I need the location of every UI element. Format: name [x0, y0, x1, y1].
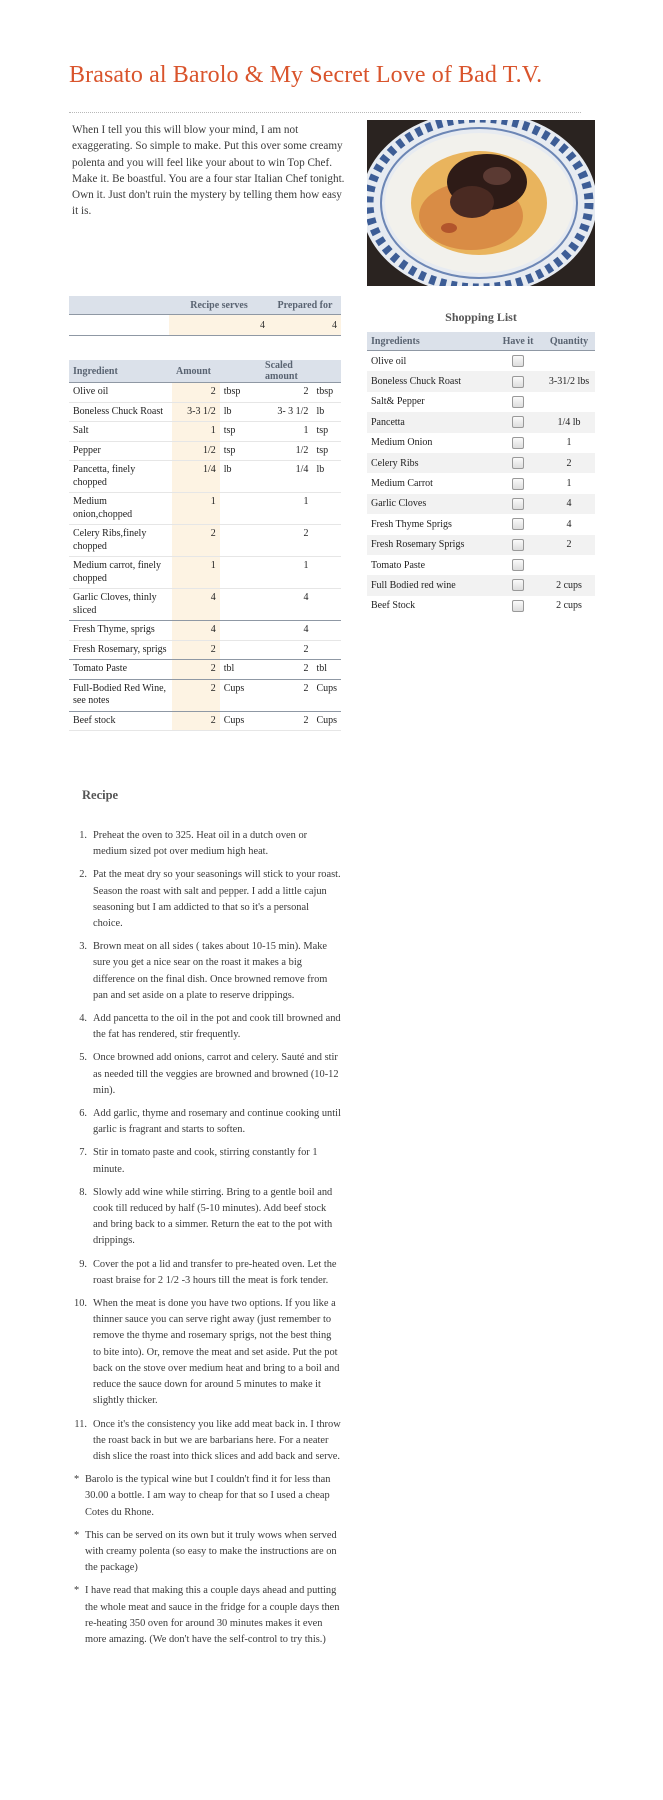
ingredient-scaled-unit: lb	[312, 402, 341, 422]
ingredient-name: Full-Bodied Red Wine, see notes	[69, 679, 172, 711]
ingredient-amount: 1/4	[172, 461, 220, 493]
shopping-row	[367, 575, 595, 595]
ingredient-scaled-unit: tsp	[312, 441, 341, 461]
have-it-checkbox[interactable]	[512, 498, 524, 510]
ingredient-amount: 2	[172, 711, 220, 731]
ingredient-name: Garlic Cloves, thinly sliced	[69, 589, 172, 621]
ingredient-unit: lb	[220, 402, 261, 422]
ingredient-row	[69, 402, 341, 422]
note-marker: *	[74, 1474, 80, 1486]
ingredients-table	[69, 360, 341, 731]
ingredient-name: Salt	[69, 422, 172, 442]
ingredient-amount: 2	[172, 525, 220, 557]
have-it-checkbox[interactable]	[512, 416, 524, 428]
step-number: 2.	[79, 869, 87, 881]
shopping-item-quantity: 2 cups	[543, 575, 595, 595]
ingredient-unit	[220, 589, 261, 621]
shopping-item-name: Salt& Pepper	[371, 396, 425, 408]
ingredient-name: Tomato Paste	[69, 660, 172, 680]
ingredient-scaled-amount: 4	[261, 589, 312, 621]
have-it-checkbox[interactable]	[512, 376, 524, 388]
ingredient-name: Beef stock	[69, 711, 172, 731]
shopping-item-name: Olive oil	[371, 355, 407, 367]
shopping-row	[367, 596, 595, 616]
have-it-checkbox[interactable]	[512, 396, 524, 408]
shopping-item-name: Full Bodied red wine	[367, 575, 493, 595]
dotted-divider	[69, 112, 581, 113]
ingredient-amount: 4	[172, 589, 220, 621]
shopping-row	[367, 555, 595, 575]
ingredient-name: Pepper	[69, 441, 172, 461]
ingredient-header: Ingredient	[69, 360, 172, 383]
recipe-note	[69, 1528, 341, 1577]
ingredient-scaled-unit	[312, 640, 341, 660]
shopping-item-quantity: 4	[543, 494, 595, 514]
ingredient-scaled-amount: 2	[261, 640, 312, 660]
ingredient-scaled-unit: tbl	[312, 660, 341, 680]
ingredient-unit	[220, 525, 261, 557]
ingredient-amount: 1	[172, 557, 220, 589]
step-text: Cover the pot a lid and transfer to pre-heated oven. Let the roast braise for 2 1/2 -3 hours till the meat is fork tender.	[93, 1258, 337, 1286]
prepared-for-input[interactable]: 4	[269, 315, 341, 336]
ingredient-scaled-amount: 1	[261, 422, 312, 442]
note-marker: *	[74, 1585, 80, 1597]
note-text: Barolo is the typical wine but I couldn't find it for less than 30.00 a bottle. I am way to cheap for that so I used a cheap Cotes du Rhone.	[85, 1474, 331, 1518]
amount-header: Amount	[172, 360, 220, 383]
ingredient-unit	[220, 493, 261, 525]
ingredient-amount: 1/2	[172, 441, 220, 461]
recipe-step	[69, 867, 341, 932]
have-it-checkbox[interactable]	[512, 539, 524, 551]
ingredient-name: Olive oil	[69, 383, 172, 403]
step-text: Slowly add wine while stirring. Bring to a gentle boil and cook till reduced by half (5-10 minutes). Add beef stock and bring back to a simmer. Return the eat to the pot with drippings.	[93, 1186, 333, 1247]
ingredient-row	[69, 640, 341, 660]
step-text: Brown meat on all sides ( takes about 10-15 min). Make sure you get a nice sear on the roast it makes a big difference on the final dish. Once browned remove from pan and set aside on a plate to reserve drippings.	[93, 941, 328, 1001]
ingredient-unit: Cups	[220, 679, 261, 711]
ingredient-scaled-amount: 2	[261, 525, 312, 557]
ingredient-row	[69, 660, 341, 680]
recipe-steps	[69, 828, 341, 1655]
step-text: Preheat the oven to 325. Heat oil in a dutch oven or medium sized pot over medium high heat.	[93, 830, 308, 858]
ingredient-scaled-unit: tbsp	[312, 383, 341, 403]
step-text: Add pancetta to the oil in the pot and cook till browned and the fat has rendered, stir frequently.	[93, 1013, 341, 1041]
shopping-item-quantity: 2 cups	[556, 600, 582, 612]
shopping-item-quantity: 3-31/2 lbs	[543, 371, 595, 391]
step-text: Once it's the consistency you like add meat back in. I throw the roast back in but we are barbarians here. For a neater dish slice the roast into thick slices and add back and serve.	[93, 1418, 341, 1462]
step-number: 6.	[79, 1108, 87, 1120]
shopping-item-name: Fresh Thyme Sprigs	[371, 518, 452, 530]
ingredient-unit	[220, 621, 261, 641]
note-text: I have read that making this a couple days ahead and putting the whole meat and sauce in the fridge for a couple days then re-heating 350 oven for around 30 minutes makes it even more amazing. (We don't have the self-control to try this.)	[85, 1585, 340, 1645]
ingredient-scaled-amount: 1/2	[261, 441, 312, 461]
step-number: 5.	[79, 1052, 87, 1064]
ingredient-name: Medium carrot, finely chopped	[69, 557, 172, 589]
ingredient-scaled-amount: 2	[261, 711, 312, 731]
ingredient-scaled-unit: Cups	[312, 711, 341, 731]
recipe-step	[69, 939, 341, 1004]
note-marker: *	[74, 1529, 80, 1541]
shopping-item-name: Boneless Chuck Roast	[367, 371, 493, 391]
shopping-item-quantity: 2	[543, 453, 595, 473]
ingredient-amount: 2	[172, 660, 220, 680]
step-number: 1.	[79, 830, 87, 841]
serves-table	[69, 296, 341, 336]
recipe-step	[69, 1011, 341, 1043]
shopping-item-quantity: 2	[543, 535, 595, 555]
ingredient-unit: Cups	[220, 711, 261, 731]
shopping-item-quantity: 4	[566, 518, 572, 530]
step-number: 7.	[79, 1147, 87, 1159]
shopping-list-table	[367, 332, 595, 616]
have-it-checkbox[interactable]	[512, 478, 524, 490]
ingredient-name: Medium onion,chopped	[69, 493, 172, 525]
recipe-step	[69, 1417, 341, 1466]
ingredient-row	[69, 525, 341, 557]
ingredient-scaled-unit	[312, 589, 341, 621]
ingredient-row	[69, 589, 341, 621]
shop-ingredients-header: Ingredients	[367, 332, 493, 351]
shopping-item-name: Fresh Rosemary Sprigs	[367, 535, 493, 555]
ingredient-scaled-amount: 4	[261, 621, 312, 641]
recipe-note	[69, 1583, 341, 1648]
shopping-item-name: Garlic Cloves	[367, 494, 493, 514]
have-it-checkbox[interactable]	[512, 437, 524, 449]
step-number: 8.	[79, 1186, 87, 1198]
ingredient-unit: tsp	[220, 441, 261, 461]
shopping-row	[367, 535, 595, 555]
ingredient-scaled-amount: 3- 3 1/2	[261, 402, 312, 422]
ingredient-scaled-unit	[312, 493, 341, 525]
step-number: 9.	[79, 1258, 87, 1270]
dish-photo	[367, 120, 595, 286]
shopping-row	[367, 392, 595, 412]
shopping-row	[367, 351, 595, 372]
shopping-row	[367, 514, 595, 534]
step-number: 11.	[74, 1418, 87, 1430]
prepared-for-header: Prepared for	[269, 296, 341, 315]
have-it-header: Have it	[493, 332, 543, 351]
ingredient-scaled-unit: lb	[312, 461, 341, 493]
ingredient-name: Pancetta, finely chopped	[69, 461, 172, 493]
recipe-step	[69, 1296, 341, 1409]
ingredient-scaled-unit	[312, 621, 341, 641]
ingredient-name: Fresh Rosemary, sprigs	[69, 640, 172, 660]
shopping-list-title: Shopping List	[445, 310, 517, 324]
ingredient-row	[69, 461, 341, 493]
shopping-item-name: Medium Carrot	[371, 478, 433, 490]
have-it-checkbox[interactable]	[512, 355, 524, 367]
ingredient-scaled-unit	[312, 525, 341, 557]
ingredient-scaled-unit: tsp	[312, 422, 341, 442]
ingredient-unit	[220, 640, 261, 660]
ingredient-unit	[220, 557, 261, 589]
shopping-item-name: Medium Onion	[371, 437, 433, 449]
step-text: Pat the meat dry so your seasonings will stick to your roast. Season the roast with salt and pepper. I add a little cajun seasoning but I am addicted to that so it's a personal choice.	[93, 869, 341, 930]
note-text: This can be served on its own but it truly wows when served with creamy polenta (so easy to make the instructions are on the package)	[85, 1529, 337, 1574]
step-number: 3.	[79, 941, 87, 953]
ingredient-amount: 4	[172, 621, 220, 641]
recipe-heading: Recipe	[82, 788, 119, 802]
ingredient-scaled-amount: 2	[261, 660, 312, 680]
scaled-amount-header: Scaled amount	[261, 360, 312, 383]
ingredient-scaled-unit	[312, 557, 341, 589]
have-it-checkbox[interactable]	[512, 600, 524, 612]
page-title: Brasato al Barolo & My Secret Love of Bad T.V.	[69, 62, 543, 88]
ingredient-row	[69, 441, 341, 461]
recipe-step	[69, 1185, 341, 1250]
shopping-row	[367, 433, 595, 453]
step-text: Add garlic, thyme and rosemary and continue cooking until garlic is fragrant and starts to soften.	[93, 1108, 341, 1136]
ingredient-row	[69, 557, 341, 589]
ingredient-unit: tbsp	[220, 383, 261, 403]
shopping-row	[367, 473, 595, 493]
shopping-row	[367, 371, 595, 391]
recipe-serves-value: 4	[169, 315, 269, 336]
ingredient-amount: 3-3 1/2	[172, 402, 220, 422]
step-text: When the meat is done you have two options. If you like a thinner sauce you can serve right away (just remember to remove the thyme and rosemary sprigs, not the best thing to bite into). Or, remove the meat and set aside. Put the pot back on the stove over medium heat and bring to a boil and reduce the sauce down for around 5 minutes to make it slightly thicker.	[93, 1298, 340, 1407]
shopping-item-name: Tomato Paste	[371, 559, 426, 571]
intro-paragraph: When I tell you this will blow your mind, I am not exaggerating. So simple to make. Put this over some creamy polenta and you will feel like your about to win Top Chef. Make it. Be boastful. You are a four star Italian Chef tonight. Own it. Just don't ruin the mystery by telling them how easy it is.	[72, 124, 345, 218]
shopping-row	[367, 494, 595, 514]
shopping-item-quantity	[543, 555, 595, 575]
shopping-item-quantity	[543, 392, 595, 412]
recipe-serves-header: Recipe serves	[169, 296, 269, 315]
shopping-item-name: Celery Ribs	[367, 453, 493, 473]
ingredient-amount: 1	[172, 422, 220, 442]
ingredient-row	[69, 383, 341, 403]
have-it-checkbox[interactable]	[512, 457, 524, 469]
shopping-row	[367, 453, 595, 473]
ingredient-row	[69, 621, 341, 641]
ingredient-amount: 2	[172, 383, 220, 403]
ingredient-scaled-amount: 1/4	[261, 461, 312, 493]
recipe-step	[69, 1145, 341, 1177]
ingredient-unit: tsp	[220, 422, 261, 442]
step-number: 10.	[74, 1298, 87, 1310]
ingredient-scaled-amount: 2	[261, 679, 312, 711]
ingredient-name: Fresh Thyme, sprigs	[69, 621, 172, 641]
ingredient-amount: 1	[172, 493, 220, 525]
have-it-checkbox[interactable]	[512, 559, 524, 571]
shopping-item-name: Pancetta	[367, 412, 493, 432]
have-it-checkbox[interactable]	[512, 579, 524, 591]
shopping-item-quantity	[543, 351, 595, 372]
ingredient-scaled-amount: 2	[261, 383, 312, 403]
step-text: Stir in tomato paste and cook, stirring constantly for 1 minute.	[93, 1147, 318, 1175]
ingredient-scaled-amount: 1	[261, 493, 312, 525]
step-number: 4.	[79, 1013, 87, 1025]
ingredient-name: Boneless Chuck Roast	[69, 402, 172, 422]
recipe-note	[69, 1472, 341, 1521]
recipe-step	[69, 1050, 341, 1099]
step-text: Once browned add onions, carrot and celery. Sauté and stir as needed till the veggies are browned and browned (10-12 min).	[93, 1052, 339, 1096]
quantity-header: Quantity	[543, 332, 595, 351]
shopping-item-quantity: 1	[566, 478, 572, 490]
shopping-item-quantity: 1/4 lb	[543, 412, 595, 432]
shopping-item-quantity: 1	[566, 437, 572, 449]
have-it-checkbox[interactable]	[512, 518, 524, 530]
ingredient-row	[69, 493, 341, 525]
ingredient-row	[69, 422, 341, 442]
shopping-item-name: Beef Stock	[371, 600, 416, 612]
recipe-step	[69, 828, 341, 860]
recipe-step	[69, 1106, 341, 1138]
ingredient-scaled-amount: 1	[261, 557, 312, 589]
ingredient-amount: 2	[172, 679, 220, 711]
ingredient-row	[69, 711, 341, 731]
serves-header-blank	[69, 296, 169, 315]
ingredient-name: Celery Ribs,finely chopped	[69, 525, 172, 557]
ingredient-row	[69, 679, 341, 711]
shopping-row	[367, 412, 595, 432]
ingredient-unit: tbl	[220, 660, 261, 680]
ingredient-unit: lb	[220, 461, 261, 493]
recipe-step	[69, 1257, 341, 1289]
ingredient-amount: 2	[172, 640, 220, 660]
ingredient-scaled-unit: Cups	[312, 679, 341, 711]
